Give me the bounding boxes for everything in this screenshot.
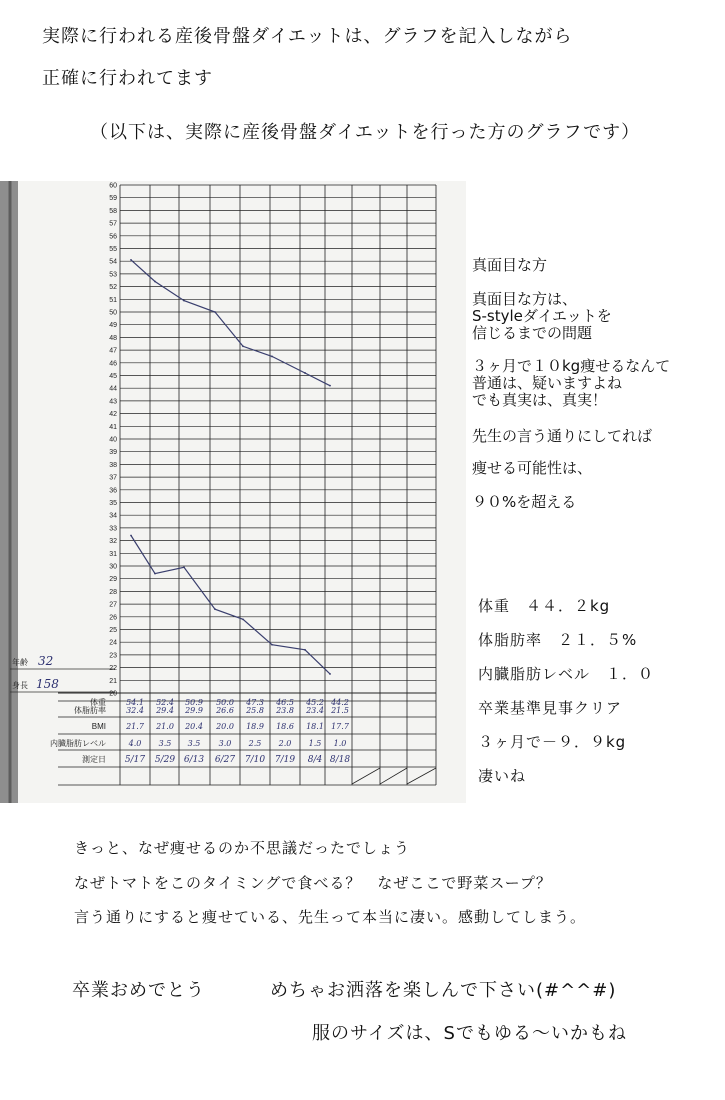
age-label: 年齢 [12,658,28,667]
table-cell: 50.0 [216,698,234,707]
result-visceral: 内臓脂肪レベル １．０ [478,665,655,683]
y-tick-label: 47 [109,347,117,355]
y-tick-label: 23 [109,652,117,660]
y-tick-label: 42 [109,411,117,419]
table-cell: 1.0 [333,739,347,748]
y-tick-label: 60 [109,182,117,190]
table-cell: 5/29 [154,755,176,765]
table-cell: 17.7 [331,722,349,731]
data-point [304,649,306,651]
y-tick-label: 44 [109,385,117,393]
y-tick-label: 29 [109,576,117,584]
table-cell: 47.3 [246,698,264,707]
y-tick-label: 40 [109,436,117,444]
comment-line: 普通は、疑いますよね [472,374,623,392]
y-tick-label: 30 [109,563,117,571]
table-row-label: 体脂肪率 [74,706,106,715]
table-row-label: 測定日 [82,755,106,764]
y-tick-label: 56 [109,233,117,241]
y-tick-label: 52 [109,284,117,292]
y-tick-label: 58 [109,207,117,215]
height-value: 158 [36,677,59,691]
data-point [214,608,216,610]
table-cell: 18.9 [246,722,264,731]
y-tick-label: 51 [109,296,117,304]
table-cell: 8/18 [329,755,351,765]
table-cell: 8/4 [307,755,323,765]
result-graduation: 卒業基準見事クリア [478,699,623,717]
table-cell: 21.7 [126,722,144,731]
table-cell: 46.5 [276,698,294,707]
table-cell: 44.2 [331,698,349,707]
table-cell: 1.5 [308,739,322,748]
table-cell: 7/10 [244,755,266,765]
table-cell: 32.4 [126,706,144,715]
table-cell: 5/17 [124,755,146,765]
data-point [154,281,156,283]
table-cell: 26.6 [216,706,234,715]
comment-line: 痩せる可能性は、 [472,459,593,477]
y-tick-label: 31 [109,550,117,558]
table-row-label: 内臓脂肪レベル [50,739,106,748]
data-point [329,385,331,387]
y-tick-label: 53 [109,271,117,279]
y-tick-label: 39 [109,449,117,457]
y-tick-label: 46 [109,360,117,368]
table-cell: 6/13 [183,755,205,765]
comment-line: 先生の言う通りにしてれば [472,427,653,445]
comment-line: でも真実は、真実！ [472,391,608,409]
table-cell: 3.5 [187,739,201,748]
table-cell: 45.2 [306,698,324,707]
data-point [304,372,306,374]
table-cell: 25.8 [246,706,264,715]
age-value: 32 [38,654,54,668]
table-cell: 20.0 [216,722,234,731]
y-tick-label: 26 [109,614,117,622]
congrats-text: 卒業おめでとう [72,980,205,1001]
data-point [329,673,331,675]
y-tick-label: 57 [109,220,117,228]
y-tick-label: 35 [109,500,117,507]
height-label: 身長 [12,681,28,690]
y-tick-label: 38 [109,461,117,469]
y-tick-label: 54 [109,258,117,266]
size-text: 服のサイズは、Sでもゆる～いかもね [312,1023,627,1044]
result-change: ３ヶ月で－９．９kg [478,733,627,751]
comment-title: 真面目な方 [472,256,548,274]
diet-chart-photo [0,181,466,803]
y-tick-label: 25 [109,627,117,634]
y-tick-label: 55 [109,246,117,253]
closing-line-3: 言う通りにすると痩せている、先生って本当に凄い。感動してしまう。 [74,908,587,926]
table-cell: 23.4 [306,706,324,715]
table-cell: 54.1 [126,698,144,707]
y-tick-label: 50 [109,309,117,317]
y-tick-label: 28 [109,588,117,596]
table-cell: 21.5 [331,706,349,715]
comment-line: ９０%を超える [472,493,577,511]
y-tick-label: 37 [109,474,117,482]
y-tick-label: 24 [109,639,117,647]
closing-line-1: きっと、なぜ痩せるのか不思議だったでしょう [74,839,411,857]
data-point [130,259,132,261]
table-cell: 18.1 [306,722,324,731]
data-point [214,311,216,313]
comment-line: 真面目な方は、 [472,290,578,308]
table-row-label: 体重 [90,698,106,707]
result-weight: 体重 ４４．２kg [478,597,611,615]
data-point [242,618,244,620]
table-cell: 3.5 [158,739,172,748]
table-cell: 6/27 [214,755,236,765]
heading-line-2: 正確に行われてます [42,68,213,89]
table-cell: 2.0 [278,739,292,748]
table-cell: 52.4 [156,698,174,707]
y-tick-label: 21 [109,677,117,685]
y-tick-label: 20 [109,690,117,698]
y-tick-label: 36 [109,487,117,495]
y-tick-label: 43 [109,398,117,406]
y-tick-label: 22 [109,665,117,673]
table-cell: 2.5 [248,739,262,748]
data-point [183,300,185,302]
comment-line: ３ヶ月で１０kg痩せるなんて [472,357,671,375]
y-tick-label: 59 [109,195,117,203]
table-cell: 3.0 [218,739,232,748]
data-point [271,644,273,646]
data-point [130,535,132,537]
comment-line: S-styleダイエットを [472,307,612,325]
y-tick-label: 32 [109,538,117,546]
y-tick-label: 49 [109,322,117,330]
y-tick-label: 48 [109,334,117,342]
table-cell: 23.8 [276,706,294,715]
table-cell: 18.6 [276,722,294,731]
heading-line-1: 実際に行われる産後骨盤ダイエットは、グラフを記入しながら [42,26,573,47]
result-wow: 凄いね [478,767,527,785]
closing-line-2: なぜトマトをこのタイミングで食べる？ なぜここで野菜スープ？ [74,874,552,892]
table-cell: 29.4 [156,706,174,715]
data-point [154,573,156,575]
table-cell: 7/19 [274,755,296,765]
y-tick-label: 45 [109,373,117,380]
y-tick-label: 27 [109,601,117,609]
result-bodyfat: 体脂肪率 ２１．５% [478,631,638,649]
table-cell: 29.9 [185,706,203,715]
comment-line: 信じるまでの問題 [472,324,593,342]
table-row-label: BMI [91,722,106,731]
table-cell: 4.0 [128,739,142,748]
enjoy-text: めちゃお洒落を楽しんで下さい(#^^#) [270,980,617,1001]
y-tick-label: 41 [109,423,117,431]
y-tick-label: 33 [109,525,117,533]
table-cell: 50.9 [185,698,203,707]
table-cell: 20.4 [185,722,203,731]
table-cell: 21.0 [156,722,174,731]
data-point [271,356,273,358]
data-point [242,345,244,347]
data-point [183,566,185,568]
y-tick-label: 34 [109,512,117,520]
heading-line-3: （以下は、実際に産後骨盤ダイエットを行った方のグラフです） [90,122,641,143]
